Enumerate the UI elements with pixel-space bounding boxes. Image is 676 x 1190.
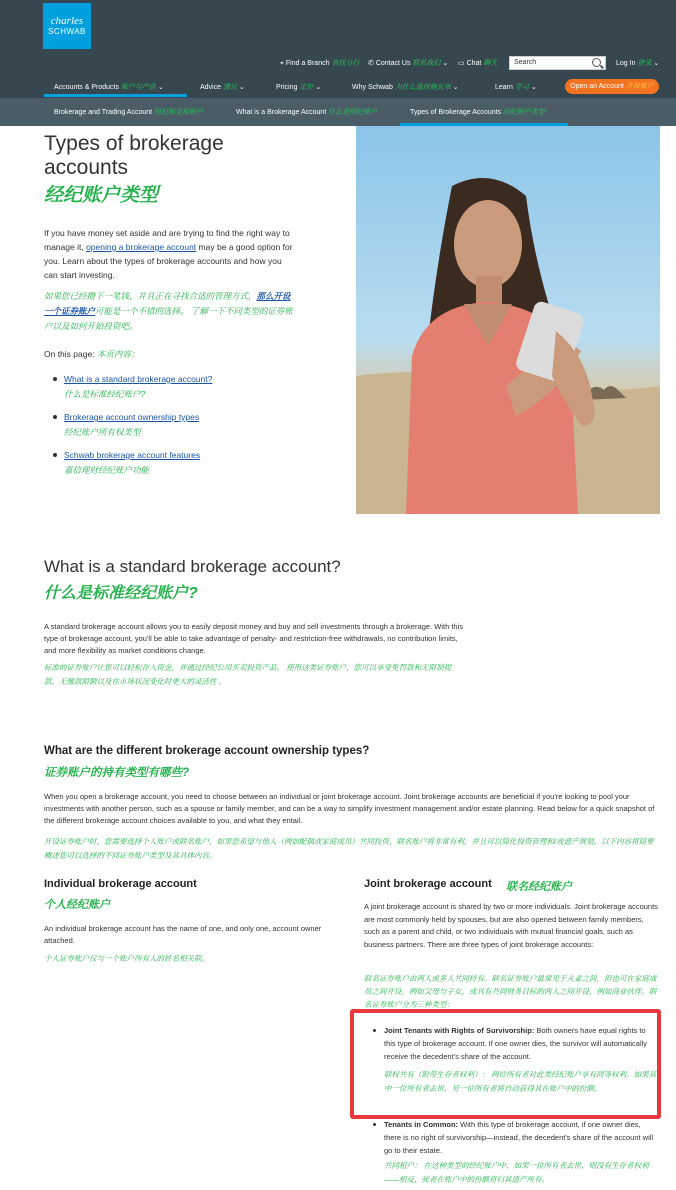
nav-pricing-label: Pricing [276, 84, 298, 91]
joint-account-paragraph: A joint brokerage account is shared by two or more individuals. Joint brokerage accounts are most commonly held by spouses, but are also opened between family members, such as a parent and child, or two individuals with mutual financial goals, such as business partners. There are three types of joint brokerage accounts: [364, 902, 658, 949]
chevron-down-icon: ⌄ [653, 60, 660, 67]
search-input[interactable] [509, 56, 606, 70]
ownership-types-paragraph: When you open a brokerage account, you need to choose between an individual or joint brokerage account. Joint brokerage accounts are beneficial if you're looking to pool your investments with another person, such as a spouse or family member, and can be a way to simplify investment management and/or estate planning. Read below for a quick snapshot of the different brokerage account choices available to you, and what they entail. [44, 792, 655, 825]
section-heading-standard-account: What is a standard brokerage account? [44, 557, 341, 576]
contact-us-link[interactable] [368, 58, 448, 68]
chevron-down-icon: ⌄ [315, 84, 322, 91]
toc-label-cn: 嘉信理财经纪账户功能 [64, 465, 150, 475]
subnav-types-brokerage[interactable] [410, 107, 545, 117]
joint-type-text: Both owners have equal rights to this type of brokerage account. If one owner dies, the survivor will automatically receive the decedent's share of the account. [384, 1026, 648, 1061]
joint-account-heading-cn: 联名经纪账户 [506, 881, 572, 893]
subnav-brokerage-trading[interactable] [54, 107, 203, 117]
intro-paragraph-cn [44, 289, 294, 334]
login-link[interactable] [616, 58, 659, 68]
contact-us-label: Contact Us [375, 60, 411, 67]
subnav-what-is-brokerage-label-cn: 什么是经纪账户 [328, 109, 378, 116]
phone-icon: ✆ [368, 60, 374, 67]
on-this-page-text-cn: 本页内容： [96, 349, 140, 359]
page-title-cn: 经纪账户类型 [44, 185, 159, 206]
toc-label-cn: 经纪账户所有权类型 [64, 427, 141, 437]
sub-nav [0, 98, 676, 126]
nav-learn[interactable] [495, 82, 537, 92]
site-header [0, 0, 676, 98]
subnav-what-is-brokerage[interactable] [236, 107, 377, 117]
on-this-page-text: On this page: [44, 349, 95, 359]
chevron-down-icon: ⌄ [442, 60, 449, 67]
chevron-down-icon: ⌄ [452, 84, 459, 91]
nav-pricing[interactable] [276, 82, 321, 92]
joint-type-tenants-in-common [372, 1118, 658, 1157]
toc-item [52, 410, 312, 440]
nav-advice[interactable] [200, 82, 245, 92]
find-branch-link[interactable] [280, 58, 359, 68]
toc-label-cn: 什么是标准经纪账户? [64, 389, 146, 399]
hero-photo [356, 126, 660, 514]
contact-us-label-cn: 联系我们 [412, 60, 441, 67]
standard-account-paragraph-cn: 标准的证券账户让您可以轻松存入资金，并通过经纪公司买卖投资产品。 使用这类证券账户，您可以享受免罚款和无限制提款、无缴款限额以及在市场状况变化时更大的灵活性 。 [44, 663, 452, 686]
intro-paragraph [44, 226, 294, 282]
highlight-box [350, 1009, 661, 1119]
nav-accounts-products[interactable] [54, 82, 164, 92]
section-heading-standard-account-cn: 什么是标准经纪账户? [44, 585, 198, 602]
subnav-what-is-brokerage-label: What is a Brokerage Account [236, 109, 327, 116]
nav-learn-label: Learn [495, 84, 513, 91]
search-icon[interactable] [592, 58, 601, 67]
nav-active-indicator [44, 94, 187, 97]
open-account-label: Open an Account [570, 83, 624, 90]
joint-account-paragraph-cn: 联名证券账户由两人或多人共同持有。联名证券账户最常见于夫妻之间，但也可在家庭成员之间开设，例如父母与子女，或具有共同财务目标的两人之间开设，例如商业伙伴。联名证券账户分为三种类型： [364, 974, 657, 1009]
nav-advice-label: Advice [200, 84, 222, 91]
toc-item [52, 372, 312, 402]
subnav-brokerage-trading-label-cn: 经纪和交易账户 [154, 109, 204, 116]
subnav-brokerage-trading-label: Brokerage and Trading Account [54, 109, 153, 116]
toc-link-ownership-types[interactable]: Brokerage account ownership types [64, 412, 200, 422]
ownership-types-paragraph-cn: 开设证券账户时，您需要选择个人账户或联名账户。如果您希望与他人（例如配偶或家庭成员）共同投资，联名账户将非常有利，并且可以简化投资管理和/或遗产规划。以下内容将简要概述您可以选择的不同证券账户类型及其具体内容。 [44, 837, 654, 860]
chevron-down-icon: ⌄ [157, 84, 164, 91]
find-branch-label: Find a Branch [285, 60, 330, 67]
chat-icon: ▭ [458, 60, 465, 67]
joint-type-label: Joint Tenants with Rights of Survivorship: [384, 1026, 535, 1035]
nav-why-schwab-label-cn: 为什么选择施瓦布 [394, 84, 451, 91]
find-branch-label-cn: 查找分行 [331, 60, 360, 67]
joint-type-label: Tenants in Common: [384, 1120, 459, 1129]
nav-learn-label-cn: 学习 [514, 84, 529, 91]
open-account-label-cn: 开设账户 [625, 83, 654, 90]
joint-type-text: With this type of brokerage account, if one owner dies, there is no right of survivorship—instead, the decedent's share of the account will go to their estate. [384, 1120, 654, 1155]
opening-brokerage-account-link-cn[interactable]: 那么开设一个证券账户 [44, 291, 291, 316]
intro-text-2: may be a good option for you. Learn about the types of brokerage accounts and how you can start investing. [44, 242, 293, 280]
subnav-types-brokerage-label-cn: 经纪账户类型 [503, 109, 546, 116]
nav-advice-label-cn: 建议 [222, 84, 237, 91]
nav-pricing-label-cn: 定价 [299, 84, 314, 91]
nav-why-schwab-label: Why Schwab [352, 84, 393, 91]
individual-account-heading-cn: 个人经纪账户 [44, 899, 110, 911]
joint-account-heading: Joint brokerage account [364, 878, 492, 890]
joint-type-tenants-in-common-cn: 共同租户： 在这种类型的经纪账户中，如果一位所有者去世，则没有生存者权利——相反，死者在账户中的份额将归其遗产所有。 [384, 1161, 649, 1184]
chat-label: Chat [466, 60, 482, 67]
intro-text-1: If you have money set aside and are trying to find the right way to manage it, [44, 228, 290, 252]
on-this-page-label [44, 348, 139, 360]
standard-account-paragraph: A standard brokerage account allows you to easily deposit money and buy and sell investments through a brokerage. With this type of brokerage account, you'll be able to take advantage of penalty- and restriction-free withdrawals, no contribution limits, and more flexibility as market conditions change. [44, 622, 463, 655]
login-label-cn: 登录 [637, 60, 652, 67]
schwab-logo[interactable] [43, 3, 91, 49]
woman-with-phone-illustration [356, 126, 660, 514]
intro-cn-text-1: 如果您已经攒下一笔钱，并且正在寻找合适的管理方式， [44, 291, 257, 301]
logo-text-bottom: SCHWAB [48, 27, 86, 36]
chat-link[interactable] [458, 58, 497, 68]
page-title: Types of brokerage accounts [44, 132, 224, 179]
joint-type-jtwros-cn: 联权共有（附带生存者权利）： 两位所有者对此类经纪账户享有同等权利。如果其中一位所有者去世，另一位所有者将自动获得其在账户中的份额。 [384, 1070, 657, 1093]
chevron-down-icon: ⌄ [238, 84, 245, 91]
search-placeholder: Search [514, 59, 537, 66]
opening-brokerage-account-link[interactable]: opening a brokerage account [86, 242, 197, 252]
login-label: Log In [616, 60, 636, 67]
logo-text-top: charles [50, 15, 84, 27]
toc-link-standard-account[interactable]: What is a standard brokerage account? [64, 374, 213, 384]
individual-account-heading: Individual brokerage account [44, 878, 197, 890]
nav-why-schwab[interactable] [352, 82, 459, 92]
toc-item [52, 448, 312, 478]
individual-account-paragraph-cn: 个人证券账户仅与一个账户所有人的姓名相关联。 [44, 954, 209, 963]
nav-accounts-products-label: Accounts & Products [54, 84, 119, 91]
individual-account-paragraph: An individual brokerage account has the name of one, and only one, account owner attached. [44, 924, 322, 945]
intro-cn-text-2: 可能是一个不错的选择。 了解一下不同类型的证券账户以及如何开始投资吧。 [44, 306, 293, 331]
subnav-types-brokerage-label: Types of Brokerage Accounts [410, 109, 502, 116]
chevron-down-icon: ⌄ [530, 84, 537, 91]
table-of-contents [52, 372, 312, 486]
location-pin-icon: ⌖ [280, 60, 284, 67]
open-account-button[interactable] [565, 79, 659, 94]
section-heading-ownership-types: What are the different brokerage account ownership types? [44, 745, 370, 757]
chat-label-cn: 聊天 [483, 60, 498, 67]
section-heading-ownership-types-cn: 证券账户的持有类型有哪些? [44, 767, 190, 779]
toc-link-schwab-features[interactable]: Schwab brokerage account features [64, 450, 201, 460]
nav-accounts-products-label-cn: 账户与产品 [120, 84, 156, 91]
